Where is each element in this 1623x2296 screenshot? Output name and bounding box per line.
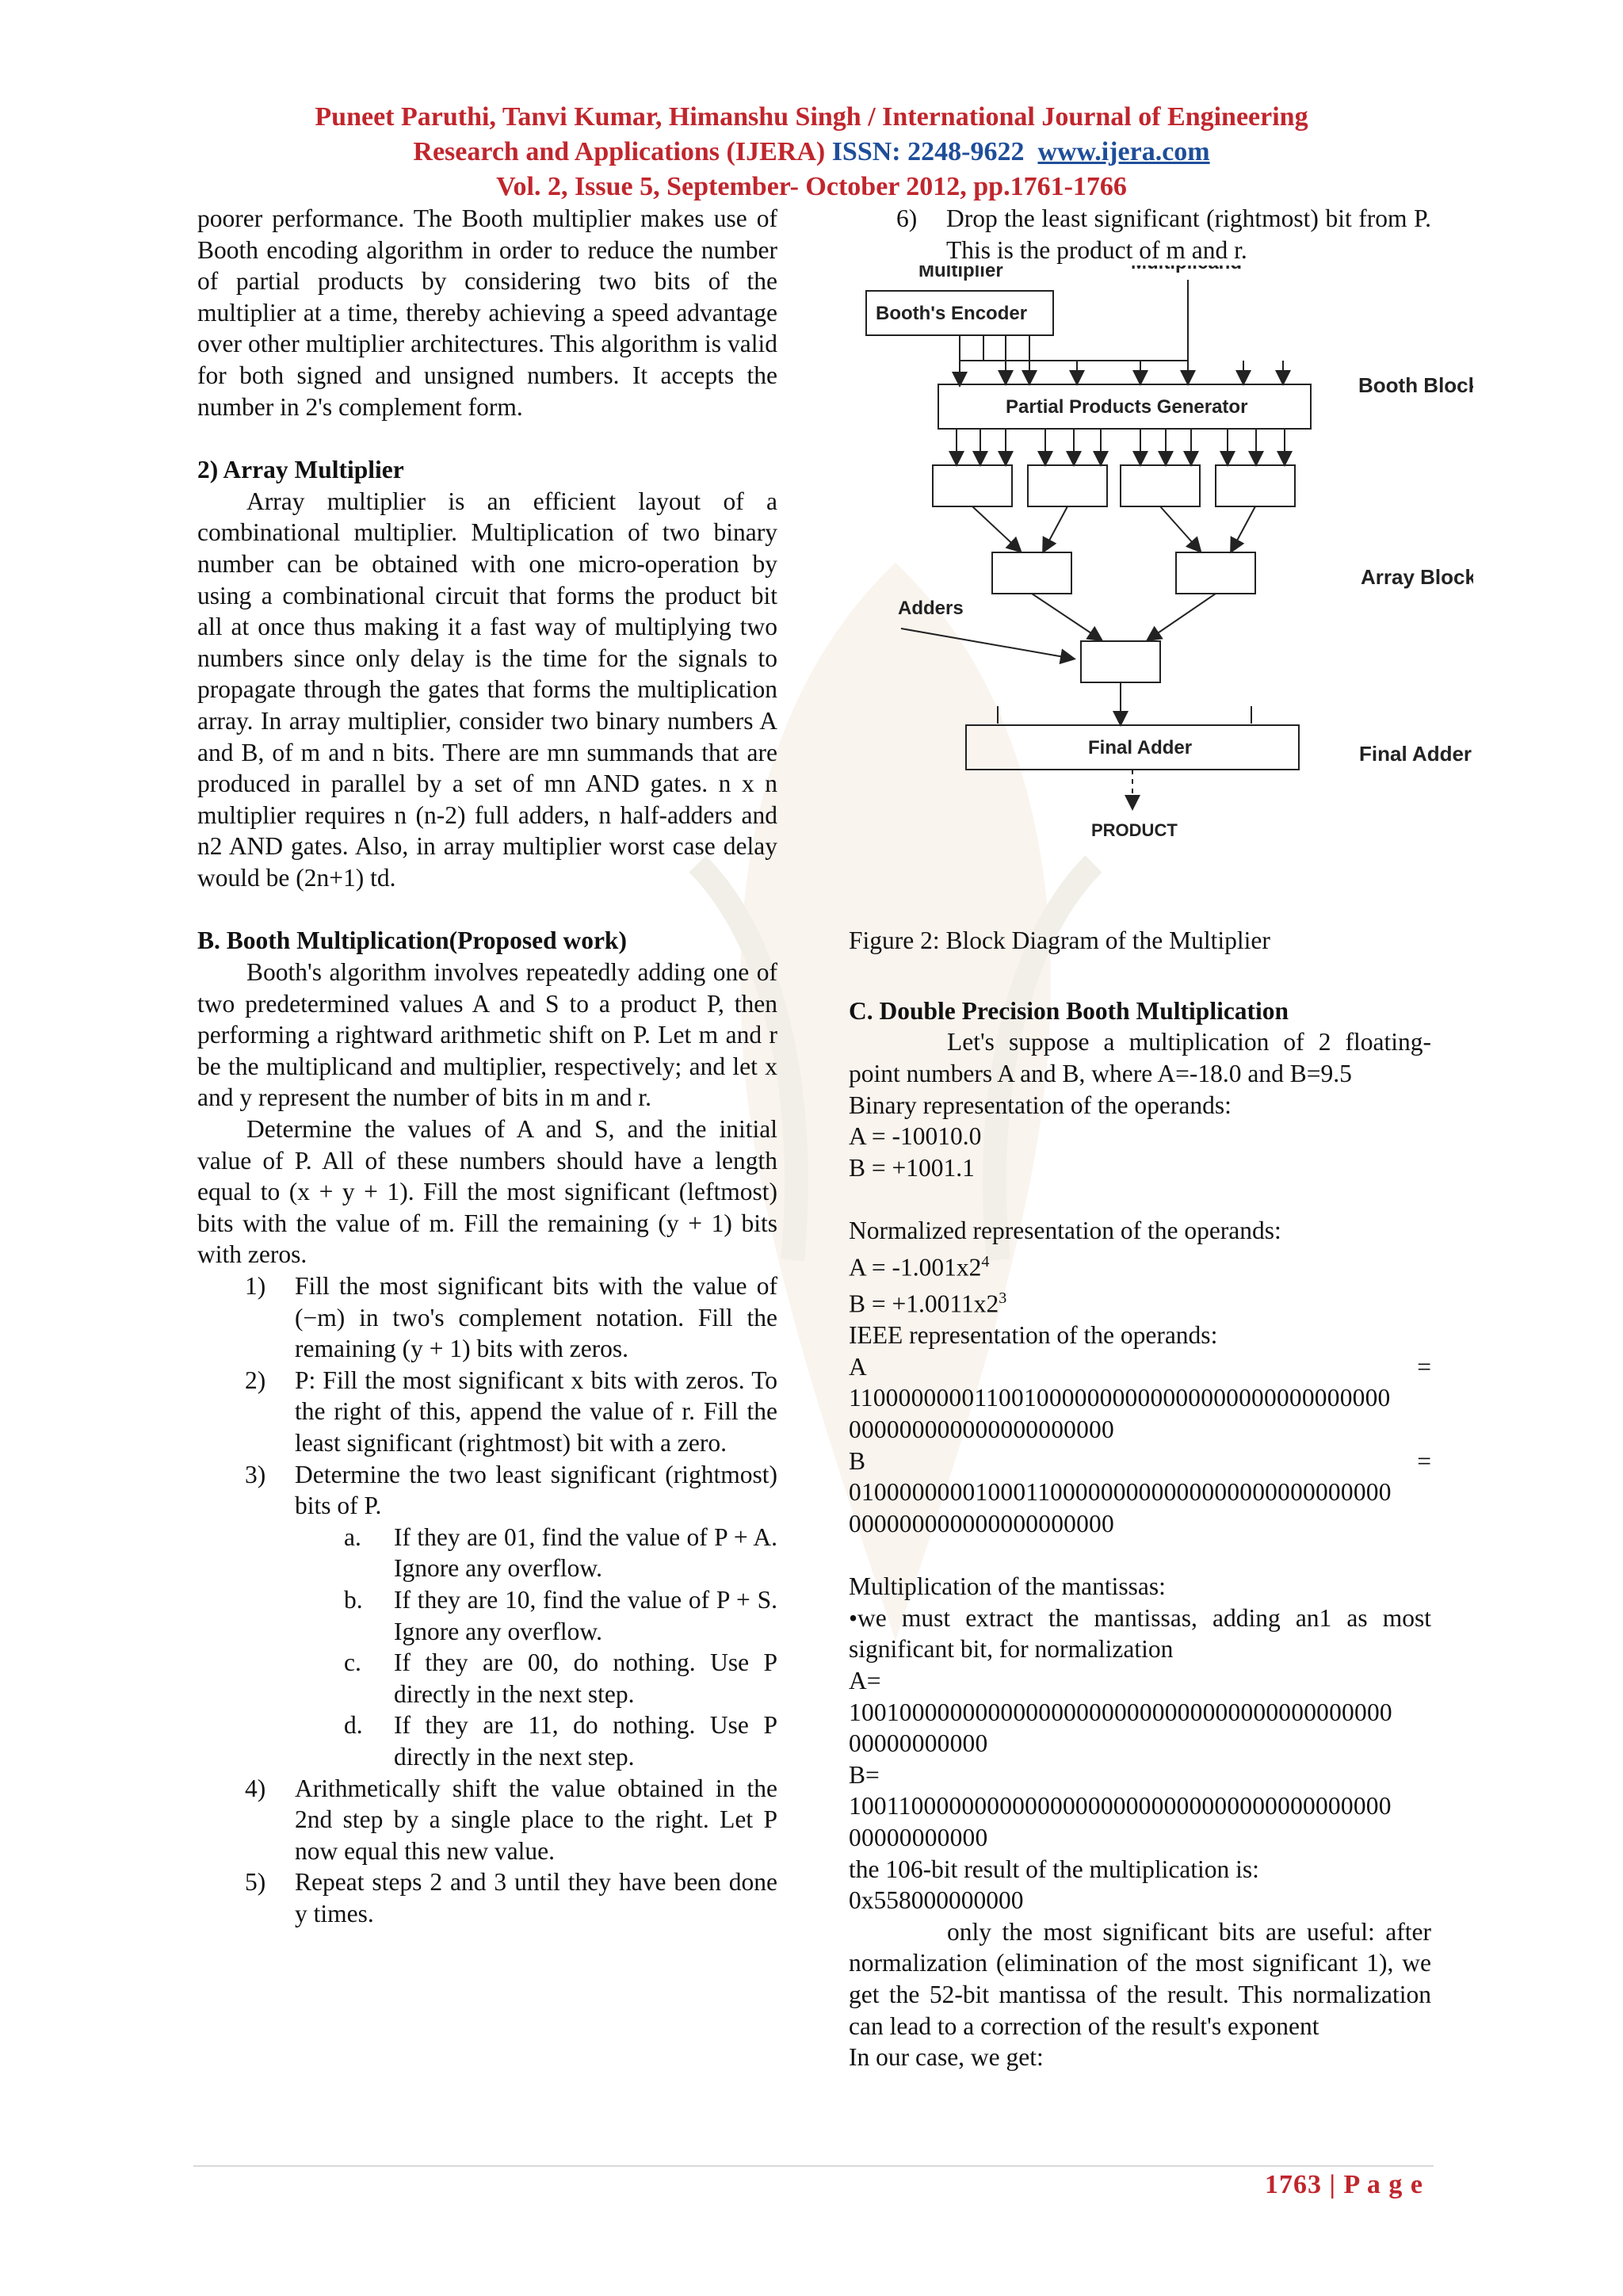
mantissa-a-bits-1: 1001000000000000000000000000000000000000000	[849, 1698, 1392, 1726]
booth-heading: B. Booth Multiplication(Proposed work)	[197, 926, 627, 955]
double-precision-heading: C. Double Precision Booth Multiplication	[849, 996, 1289, 1025]
list-item: 4) Arithmetically shift the value obtained in the 2nd step by a single place to the right. Let P now equal this new value.	[245, 1774, 777, 1865]
list-subitem: d. If they are 11, do nothing. Use P directly in the next step.	[344, 1711, 777, 1771]
page-number: 1763 | P a g e	[1265, 2170, 1423, 2199]
left-column	[197, 203, 777, 1929]
list-item: 3) Determine the two least significant (rightmost) bits of P.	[245, 1460, 777, 1520]
array-multiplier-paragraph: Array multiplier is an efficient layout of a combinational multiplier. Multiplication of two binary number can be obtained with one micro-operation by using a combinational circuit that forms the product bit all at once thus making it a fast way of multiplying two numbers since only delay is the time for the signals to propagate through the gates that forms the multiplication array. In array multiplier, consider two binary numbers A and B, of m and n bits. There are mn summands that are produced in parallel by a set of mn AND gates. n x n multiplier requires n (n-2) full adders, n half-adders and n2 AND gates. Also, in array multiplier worst case delay would be (2n+1) td.	[197, 487, 777, 892]
fig-encoder-label: Booth's Encoder	[876, 303, 1028, 325]
block-diagram-figure	[839, 266, 1473, 963]
fig-product-label: PRODUCT	[1091, 820, 1178, 841]
header-issn: ISSN: 2248-9622	[831, 137, 1025, 166]
booth-paragraph-1: Booth's algorithm involves repeatedly adding one of two predetermined values A and S to a product P, then performing a rightward arithmetic shift on P. Let m and r be the multiplicand and multiplier, respectively; and let x and y represent the number of bits in m and r.	[197, 958, 777, 1112]
normalized-a: $A = -1.001x2^4$	[849, 1252, 990, 1282]
booth-steps-list	[197, 1270, 777, 1929]
intro-paragraph: poorer performance. The Booth multiplier makes use of Booth encoding algorithm in order to reduce the number of partial products by considering two bits of the multiplier at a time, thereby achieving a speed advantage over other multiplier architectures. This algorithm is valid for both signed and unsigned numbers. It accepts the number in 2's complement form.	[197, 204, 777, 421]
normalized-label: Normalized representation of the operands:	[849, 1217, 1281, 1245]
booth-paragraph-2: Determine the values of A and S, and the initial value of P. All of these numbers should have a length equal to (x + y + 1). Fill the most significant (leftmost) bits with the value of m. Fill the remaining (y + 1) bits with zeros.	[197, 1115, 777, 1269]
list-subitem: c. If they are 00, do nothing. Use P directly in the next step.	[344, 1648, 777, 1708]
header-journal-name: Research and Applications (IJERA)	[413, 137, 826, 166]
fig-booth-block-label: Booth Block	[1358, 373, 1473, 398]
ieee-b-bits-1: 0100000000100011000000000000000000000000000	[849, 1478, 1392, 1507]
header-authors: Puneet Paruthi, Tanvi Kumar, Himanshu Singh / International Journal of Engineering	[315, 102, 1308, 132]
figure-caption: Figure 2: Block Diagram of the Multiplier	[849, 926, 1270, 955]
fig-ppg-label: Partial Products Generator	[1006, 396, 1248, 418]
mantissa-bullet: •we must extract the mantissas, adding an1 as most significant bit, for normalization	[849, 1603, 1431, 1664]
mantissa-b-bits-2: 00000000000	[849, 1824, 988, 1852]
fig-final-adder-box-label: Final Adder	[1088, 737, 1193, 759]
ieee-a-bits-2: 000000000000000000000	[849, 1415, 1114, 1443]
mantissa-label: Multiplication of the mantissas:	[849, 1572, 1166, 1601]
list-subitem: b. If they are 10, find the value of P + S. Ignore any overflow.	[344, 1585, 777, 1645]
list-item: 1) Fill the most significant bits with the value of (−m) in two's complement notation. Fill the remaining (y + 1) bits with zeros.	[245, 1272, 777, 1363]
ieee-a-bits-1: 1100000000110010000000000000000000000000000	[849, 1384, 1391, 1412]
block-diagram	[839, 266, 1473, 892]
ieee-a-row: A =	[849, 1352, 1431, 1381]
normalization-paragraph: only the most significant bits are useful: after normalization (elimination of the most significant 1), we get the 52-bit mantissa of the result. This normalization can lead to a correction of the result's exponent	[849, 1917, 1431, 2040]
list-subitem: a. If they are 01, find the value of P + A. Ignore any overflow.	[344, 1522, 777, 1583]
fig-multiplicand-label	[1131, 266, 1242, 273]
result-label: the 106-bit result of the multiplication is:	[849, 1855, 1259, 1883]
header-volume: Vol. 2, Issue 5, September- October 2012, pp.1761-1766	[496, 172, 1127, 201]
header-url-link[interactable]: www.ijera.com	[1037, 137, 1210, 166]
right-column	[849, 203, 1473, 2073]
binary-rep-b: B = +1001.1	[849, 1153, 975, 1182]
ieee-b-row: B =	[849, 1446, 1431, 1475]
normalized-b: $B = +1.0011x2^3$	[849, 1289, 1007, 1318]
fig-array-block-label: Array Block	[1361, 565, 1473, 590]
ieee-b-bits-2: 000000000000000000000	[849, 1509, 1114, 1538]
array-multiplier-heading: 2) Array Multiplier	[197, 456, 404, 484]
ieee-label: IEEE representation of the operands:	[849, 1321, 1218, 1350]
mantissa-a-bits-2: 00000000000	[849, 1729, 988, 1758]
mantissa-b-bits-1: 1001100000000000000000000000000000000000000	[849, 1792, 1392, 1820]
header-journal	[0, 135, 1623, 170]
binary-rep-a: A = -10010.0	[849, 1122, 982, 1151]
mantissa-a-label: A=	[849, 1667, 881, 1695]
binary-rep-label: Binary representation of the operands:	[849, 1091, 1232, 1119]
list-item: 6) Drop the least significant (rightmost) bit from P. This is the product of m and r.	[896, 204, 1431, 264]
result-hex: 0x558000000000	[849, 1886, 1024, 1915]
double-precision-paragraph: Let's suppose a multiplication of 2 floating-point numbers A and B, where A=-18.0 and B=9.5	[849, 1028, 1431, 1087]
in-our-case: In our case, we get:	[849, 2043, 1044, 2072]
fig-final-adder-label: Final Adder	[1359, 742, 1472, 766]
list-item: 2) P: Fill the most significant x bits with zeros. To the right of this, append the value of r. Fill the least significant (rightmost) bit with a zero.	[245, 1366, 777, 1457]
journal-header	[0, 100, 1623, 204]
list-item: 5) Repeat steps 2 and 3 until they have been done y times.	[245, 1868, 777, 1927]
fig-adders-label: Adders	[898, 598, 964, 620]
footer-divider	[193, 2165, 1434, 2167]
mantissa-b-label: B=	[849, 1760, 880, 1789]
fig-multiplier-label: Multiplier	[918, 266, 1003, 282]
